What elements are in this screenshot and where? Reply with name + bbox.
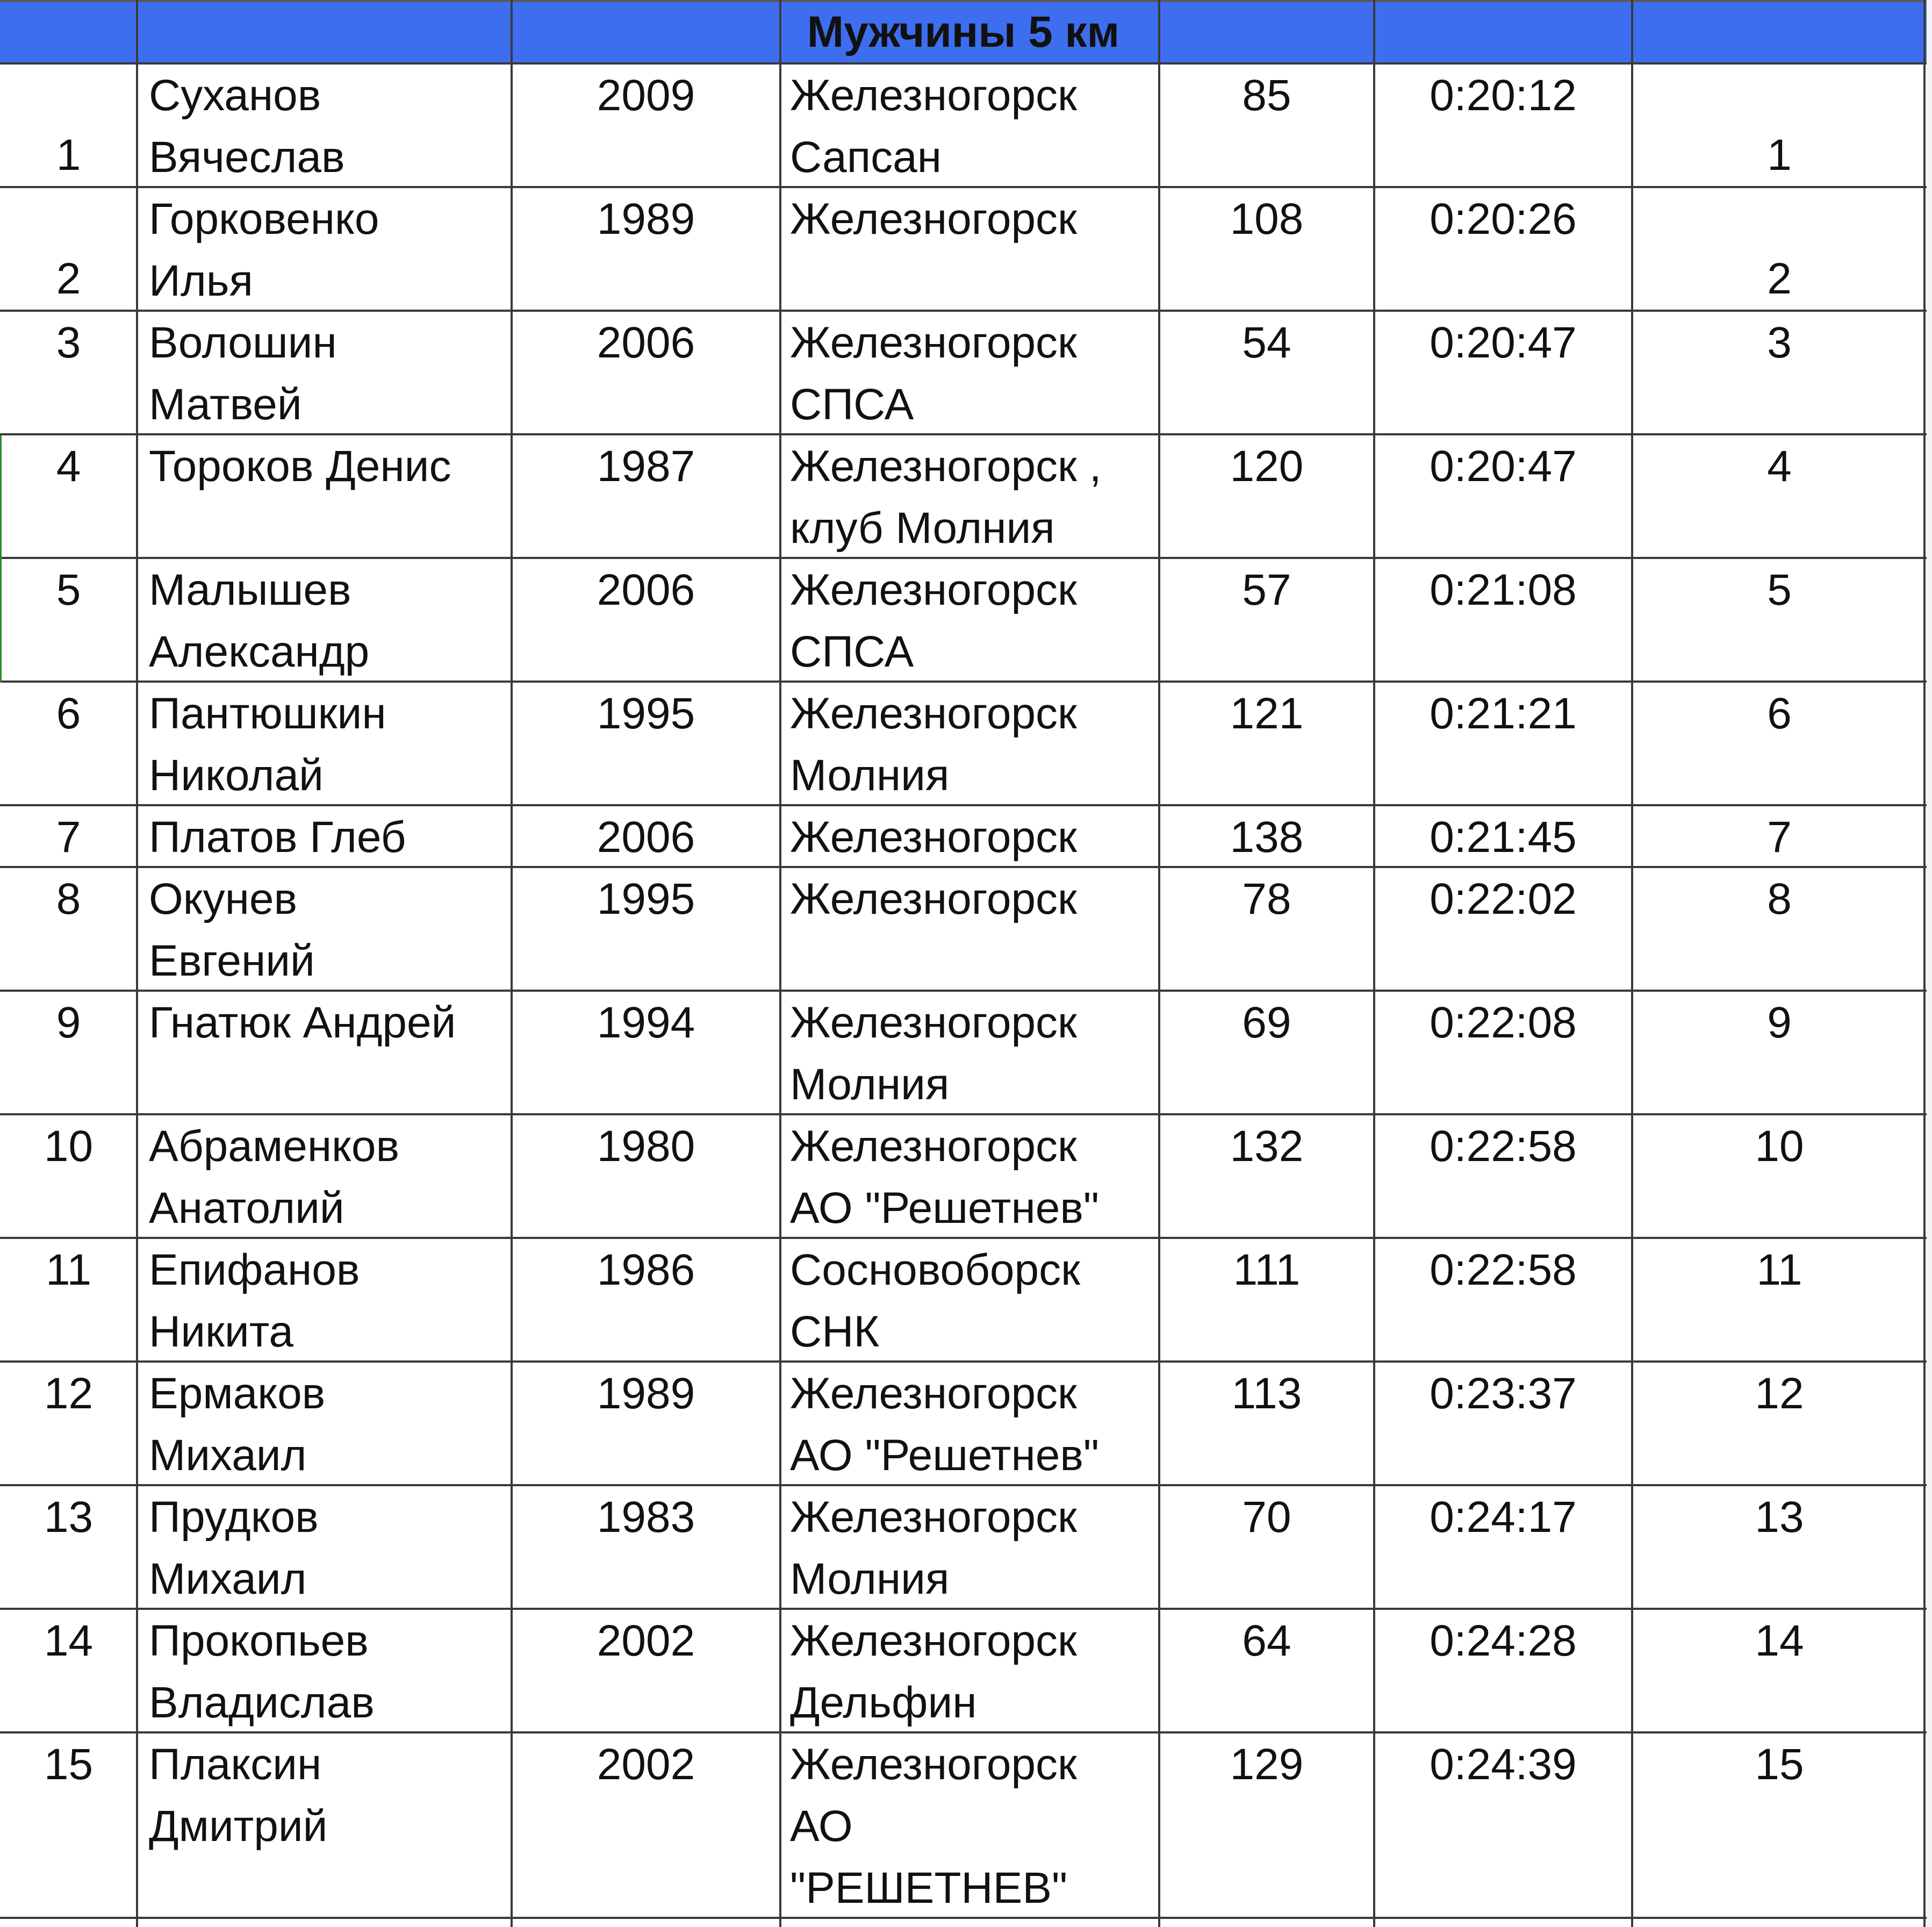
athlete-name-cell-line: Прудков xyxy=(149,1493,319,1542)
place-cell: 15 xyxy=(44,1740,94,1789)
rank-cell: 5 xyxy=(1767,565,1792,614)
athlete-name-cell-line: Волошин xyxy=(149,318,337,367)
place-cell: 7 xyxy=(56,813,81,862)
club-city-cell-line: Железногорск xyxy=(790,318,1077,367)
birth-year-cell: 1987 xyxy=(597,442,695,491)
rank-cell: 11 xyxy=(1756,1245,1802,1294)
birth-year-cell: 2006 xyxy=(597,318,695,367)
club-city-cell-line: Дельфин xyxy=(790,1678,977,1727)
birth-year-cell: 2006 xyxy=(597,813,695,862)
table-row xyxy=(0,1733,1927,1919)
athlete-name-cell xyxy=(137,1363,512,1484)
table-row xyxy=(0,188,1927,312)
birth-year-cell: 1995 xyxy=(597,875,695,923)
sheet-edge xyxy=(1927,0,1932,1927)
rank-cell: 9 xyxy=(1767,998,1792,1047)
club-city-cell xyxy=(780,435,1159,557)
athlete-name-cell-line: Николай xyxy=(149,751,324,800)
athlete-name-cell-line: Пантюшкин xyxy=(149,689,386,738)
table-row xyxy=(0,1115,1927,1239)
column-divider xyxy=(1631,0,1633,1927)
bib-number-cell: 85 xyxy=(1242,71,1291,120)
table-row xyxy=(0,806,1927,868)
birth-year-cell: 1995 xyxy=(597,689,695,738)
rank-cell: 15 xyxy=(1755,1740,1804,1789)
athlete-name-cell-line: Дмитрий xyxy=(149,1802,328,1851)
athlete-name-cell xyxy=(137,435,512,557)
rank-cell: 10 xyxy=(1755,1122,1804,1171)
finish-time-cell: 0:20:47 xyxy=(1430,318,1577,367)
birth-year-cell: 1989 xyxy=(597,1369,695,1418)
table-row xyxy=(0,683,1927,806)
table-row xyxy=(0,1486,1927,1610)
club-city-cell-line: Железногорск xyxy=(790,1369,1077,1418)
table-row xyxy=(0,435,1927,559)
athlete-name-cell xyxy=(137,312,512,433)
table-title: Мужчины 5 км xyxy=(0,0,1927,65)
bib-number-cell: 69 xyxy=(1242,998,1291,1047)
club-city-cell xyxy=(780,188,1159,310)
athlete-name-cell-line: Анатолий xyxy=(149,1184,344,1233)
bib-number-cell: 113 xyxy=(1231,1369,1302,1418)
club-city-cell xyxy=(780,1363,1159,1484)
club-city-cell-line: Железногорск xyxy=(790,1616,1077,1665)
finish-time-cell: 0:20:47 xyxy=(1430,442,1577,491)
athlete-name-cell-line: Вячеслав xyxy=(149,133,345,182)
athlete-name-cell-line: Владислав xyxy=(149,1678,375,1727)
athlete-name-cell-line: Малышев xyxy=(149,565,351,614)
athlete-name-cell-line: Абраменков xyxy=(149,1122,400,1171)
place-cell: 6 xyxy=(56,689,81,738)
table-row xyxy=(0,868,1927,992)
athlete-name-cell xyxy=(137,806,512,866)
table-row xyxy=(0,1610,1927,1733)
club-city-cell xyxy=(780,806,1159,866)
athlete-name-cell xyxy=(137,65,512,186)
birth-year-cell: 1986 xyxy=(597,1245,695,1294)
bib-number-cell: 138 xyxy=(1230,813,1304,862)
birth-year-cell: 1989 xyxy=(597,195,695,243)
club-city-cell-line: Железногорск xyxy=(790,813,1077,862)
finish-time-cell: 0:24:28 xyxy=(1430,1616,1577,1665)
athlete-name-cell xyxy=(137,992,512,1113)
rank-cell: 14 xyxy=(1755,1616,1804,1665)
club-city-cell-line: Железногорск xyxy=(790,689,1077,738)
place-cell: 10 xyxy=(44,1122,94,1171)
club-city-cell-line: Железногорск xyxy=(790,998,1077,1047)
bib-number-cell: 129 xyxy=(1230,1740,1304,1789)
club-city-cell-line: "РЕШЕТНЕВ" xyxy=(790,1864,1068,1912)
athlete-name-cell-line: Тороков Денис xyxy=(149,442,451,491)
place-cell: 11 xyxy=(45,1245,92,1294)
club-city-cell-line: Сапсан xyxy=(790,133,942,182)
club-city-cell-line: Железногорск xyxy=(790,1740,1077,1789)
athlete-name-cell xyxy=(137,188,512,310)
club-city-cell-line: Железногорск , xyxy=(790,442,1102,491)
place-cell: 9 xyxy=(56,998,81,1047)
place-cell: 13 xyxy=(44,1493,94,1542)
finish-time-cell: 0:22:02 xyxy=(1430,875,1577,923)
birth-year-cell: 1983 xyxy=(597,1493,695,1542)
birth-year-cell: 2006 xyxy=(597,565,695,614)
club-city-cell xyxy=(780,1733,1159,1917)
club-city-cell-line: Железногорск xyxy=(790,875,1077,923)
athlete-name-cell-line: Ермаков xyxy=(149,1369,326,1418)
place-cell: 1 xyxy=(56,131,81,180)
club-city-cell-line: СПСА xyxy=(790,627,914,676)
bib-number-cell: 70 xyxy=(1242,1493,1291,1542)
athlete-name-cell-line: Евгений xyxy=(149,936,315,985)
birth-year-cell: 1980 xyxy=(597,1122,695,1171)
club-city-cell-line: Молния xyxy=(790,1555,950,1603)
club-city-cell-line: АО xyxy=(790,1802,853,1851)
club-city-cell-line: Молния xyxy=(790,751,950,800)
athlete-name-cell-line: Никита xyxy=(149,1307,293,1356)
finish-time-cell: 0:22:08 xyxy=(1430,998,1577,1047)
athlete-name-cell-line: Матвей xyxy=(149,380,302,429)
bib-number-cell: 121 xyxy=(1230,689,1304,738)
finish-time-cell: 0:22:58 xyxy=(1430,1122,1577,1171)
column-divider xyxy=(1373,0,1375,1927)
bib-number-cell: 108 xyxy=(1230,195,1304,243)
table-row xyxy=(0,1363,1927,1486)
bib-number-cell: 57 xyxy=(1242,565,1291,614)
bib-number-cell: 111 xyxy=(1233,1245,1301,1294)
athlete-name-cell-line: Епифанов xyxy=(149,1245,360,1294)
place-cell: 4 xyxy=(56,442,81,491)
athlete-name-cell-line: Михаил xyxy=(149,1555,307,1603)
column-divider xyxy=(1923,0,1926,1927)
birth-year-cell: 2009 xyxy=(597,71,695,120)
place-cell: 8 xyxy=(56,875,81,923)
club-city-cell-line: Железногорск xyxy=(790,565,1077,614)
club-city-cell xyxy=(780,1486,1159,1608)
place-cell: 2 xyxy=(56,254,81,303)
column-divider xyxy=(511,0,513,1927)
finish-time-cell: 0:20:26 xyxy=(1430,195,1577,243)
selection-edge xyxy=(0,435,2,683)
club-city-cell xyxy=(780,1115,1159,1237)
athlete-name-cell-line: Прокопьев xyxy=(149,1616,369,1665)
athlete-name-cell-line: Илья xyxy=(149,256,253,305)
table-row xyxy=(0,559,1927,683)
column-divider xyxy=(779,0,781,1927)
column-divider xyxy=(136,0,138,1927)
athlete-name-cell xyxy=(137,1239,512,1360)
athlete-name-cell-line: Окунев xyxy=(149,875,298,923)
club-city-cell-line: Железногорск xyxy=(790,1122,1077,1171)
place-cell: 14 xyxy=(44,1616,94,1665)
finish-time-cell: 0:23:37 xyxy=(1430,1369,1577,1418)
place-cell: 3 xyxy=(56,318,81,367)
table-row xyxy=(0,65,1927,188)
table-row xyxy=(0,992,1927,1115)
athlete-name-cell-line: Гнатюк Андрей xyxy=(149,998,456,1047)
finish-time-cell: 0:21:21 xyxy=(1430,689,1577,738)
rank-cell: 13 xyxy=(1755,1493,1804,1542)
rank-cell: 6 xyxy=(1767,689,1792,738)
club-city-cell-line: Железногорск xyxy=(790,195,1077,243)
athlete-name-cell xyxy=(137,683,512,804)
athlete-name-cell xyxy=(137,1115,512,1237)
finish-time-cell: 0:21:08 xyxy=(1430,565,1577,614)
club-city-cell xyxy=(780,559,1159,680)
athlete-name-cell xyxy=(137,1733,512,1917)
place-cell: 12 xyxy=(44,1369,94,1418)
club-city-cell-line: Молния xyxy=(790,1060,950,1109)
club-city-cell xyxy=(780,65,1159,186)
athlete-name-cell xyxy=(137,1486,512,1608)
club-city-cell xyxy=(780,312,1159,433)
club-city-cell xyxy=(780,683,1159,804)
athlete-name-cell xyxy=(137,1610,512,1731)
column-divider xyxy=(1158,0,1160,1927)
bib-number-cell: 78 xyxy=(1242,875,1291,923)
club-city-cell-line: СПСА xyxy=(790,380,914,429)
birth-year-cell: 2002 xyxy=(597,1740,695,1789)
table-row xyxy=(0,312,1927,435)
athlete-name-cell-line: Суханов xyxy=(149,71,321,120)
bib-number-cell: 64 xyxy=(1242,1616,1291,1665)
club-city-cell-line: Железногорск xyxy=(790,71,1077,120)
club-city-cell xyxy=(780,1610,1159,1731)
club-city-cell xyxy=(780,1239,1159,1360)
bib-number-cell: 54 xyxy=(1242,318,1291,367)
finish-time-cell: 0:24:39 xyxy=(1430,1740,1577,1789)
rank-cell: 7 xyxy=(1767,813,1792,862)
athlete-name-cell-line: Михаил xyxy=(149,1431,307,1480)
club-city-cell xyxy=(780,992,1159,1113)
rank-cell: 2 xyxy=(1767,254,1792,303)
birth-year-cell: 1994 xyxy=(597,998,695,1047)
club-city-cell-line: СНК xyxy=(790,1307,880,1356)
club-city-cell-line: Сосновоборск xyxy=(790,1245,1081,1294)
place-cell: 5 xyxy=(56,565,81,614)
birth-year-cell: 2002 xyxy=(597,1616,695,1665)
club-city-cell-line: АО "Решетнев" xyxy=(790,1431,1100,1480)
rank-cell: 8 xyxy=(1767,875,1792,923)
finish-time-cell: 0:24:17 xyxy=(1430,1493,1577,1542)
athlete-name-cell xyxy=(137,868,512,990)
club-city-cell-line: клуб Молния xyxy=(790,504,1055,553)
finish-time-cell: 0:21:45 xyxy=(1430,813,1577,862)
club-city-cell xyxy=(780,868,1159,990)
athlete-name-cell-line: Плаксин xyxy=(149,1740,322,1789)
athlete-name-cell-line: Платов Глеб xyxy=(149,813,406,862)
finish-time-cell: 0:22:58 xyxy=(1430,1245,1577,1294)
rank-cell: 4 xyxy=(1767,442,1792,491)
athlete-name-cell-line: Горковенко xyxy=(149,195,379,243)
table-row xyxy=(0,1239,1927,1363)
club-city-cell-line: АО "Решетнев" xyxy=(790,1184,1100,1233)
rank-cell: 12 xyxy=(1755,1369,1804,1418)
rank-cell: 3 xyxy=(1767,318,1792,367)
rank-cell: 1 xyxy=(1767,131,1792,180)
finish-time-cell: 0:20:12 xyxy=(1430,71,1577,120)
athlete-name-cell xyxy=(137,559,512,680)
club-city-cell-line: Железногорск xyxy=(790,1493,1077,1542)
athlete-name-cell-line: Александр xyxy=(149,627,370,676)
bib-number-cell: 132 xyxy=(1230,1122,1304,1171)
bib-number-cell: 120 xyxy=(1230,442,1304,491)
